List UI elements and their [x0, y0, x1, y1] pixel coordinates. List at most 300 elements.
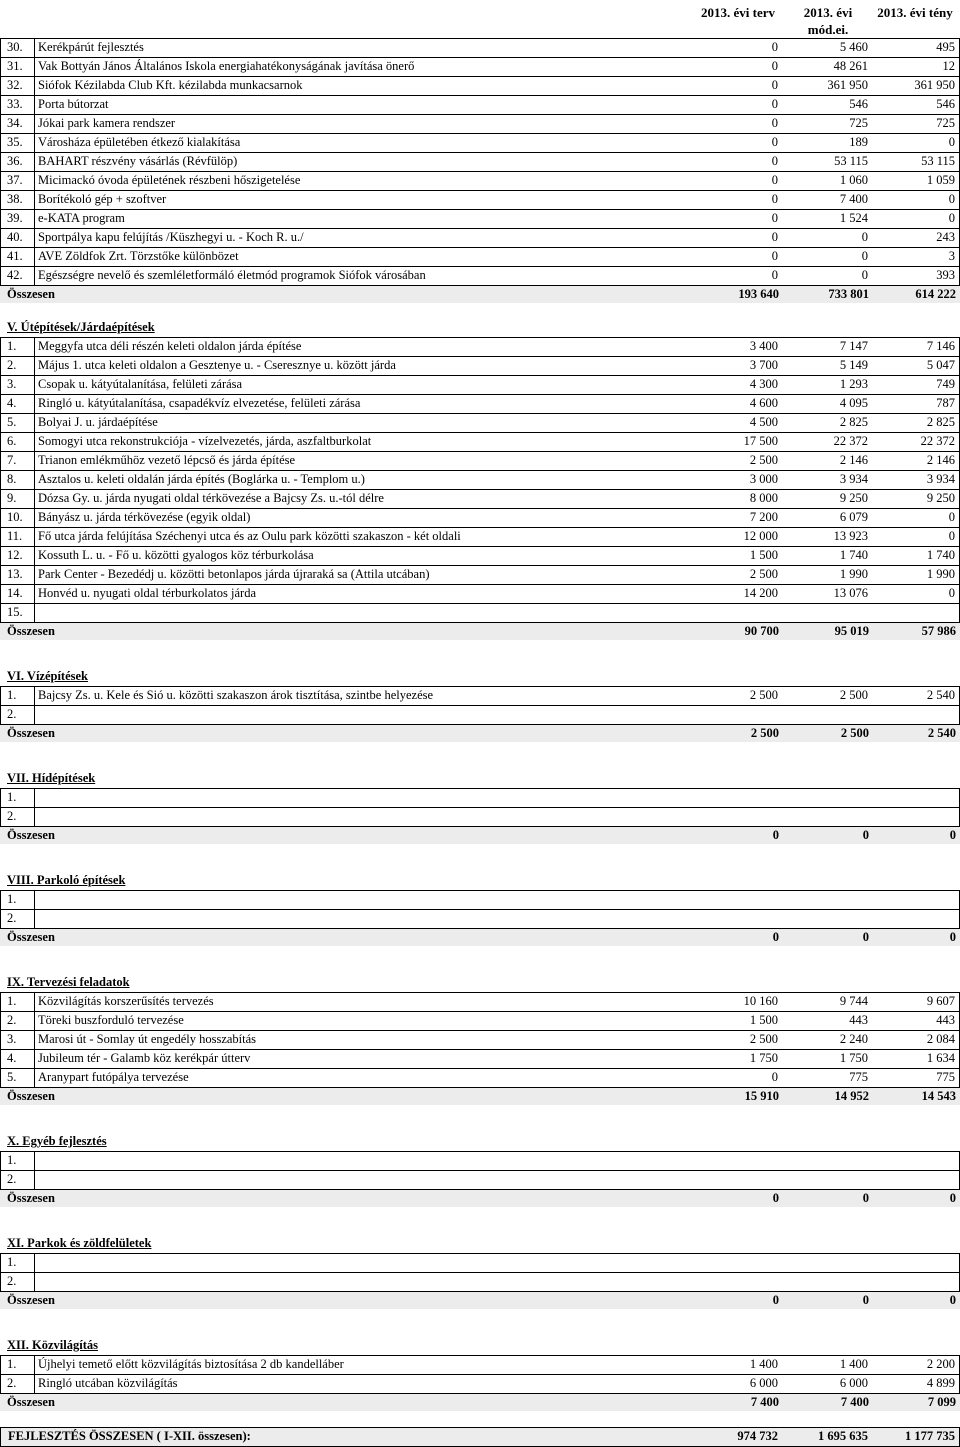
- value-plan: 4 600: [749, 396, 778, 410]
- value-modified: 13 923: [833, 529, 868, 543]
- table-row: [0, 566, 960, 585]
- row-label: Bolyai J. u. járdaépítése: [38, 415, 158, 429]
- value-modified: 2 146: [839, 453, 868, 467]
- table-row: [0, 471, 960, 490]
- row-label: Jókai park kamera rendszer: [38, 116, 176, 130]
- table-row: [0, 1375, 960, 1394]
- total-modified: 7 400: [840, 1395, 869, 1409]
- total-actual: 0: [949, 1191, 956, 1205]
- value-actual: 546: [936, 97, 955, 111]
- row-label: Somogyi utca rekonstrukciója - vízelvezetés, járda, aszfaltburkolat: [38, 434, 372, 448]
- row-number: 33.: [7, 97, 23, 111]
- section-spacer: [0, 742, 960, 770]
- value-plan: 17 500: [743, 434, 778, 448]
- table-row: [0, 248, 960, 267]
- total-label: Összesen: [7, 726, 55, 740]
- value-modified: 2 825: [839, 415, 868, 429]
- row-label: Micimackó óvoda épületének részbeni hőszigetelése: [38, 173, 301, 187]
- row-number: 31.: [7, 59, 23, 73]
- total-row: [0, 929, 960, 946]
- total-actual: 0: [949, 1293, 956, 1307]
- table-row: [0, 706, 960, 725]
- value-actual: 2 146: [926, 453, 955, 467]
- value-plan: 0: [771, 78, 778, 92]
- row-label: Jubileum tér - Galamb köz kerékpár útterv: [38, 1051, 251, 1065]
- total-label: Összesen: [7, 1191, 55, 1205]
- value-modified: 1 750: [839, 1051, 868, 1065]
- row-number: 10.: [7, 510, 23, 524]
- total-row: [0, 827, 960, 844]
- total-plan: 90 700: [744, 624, 779, 638]
- row-number: 2.: [7, 1172, 17, 1186]
- value-actual: 1 059: [926, 173, 955, 187]
- row-number: 6.: [7, 434, 17, 448]
- section-spacer: [0, 1207, 960, 1235]
- value-modified: 6 079: [839, 510, 868, 524]
- row-number: 32.: [7, 78, 23, 92]
- row-label: Siófok Kézilabda Club Kft. kézilabda munkacsarnok: [38, 78, 303, 92]
- value-modified: 546: [849, 97, 868, 111]
- value-modified: 48 261: [833, 59, 868, 73]
- row-label: BAHART részvény vásárlás (Révfülöp): [38, 154, 238, 168]
- table-row: [0, 134, 960, 153]
- section-title-text: IX. Tervezési feladatok: [7, 975, 130, 989]
- row-label: Ringló utcában közvilágítás: [38, 1376, 178, 1390]
- table-row: [0, 414, 960, 433]
- row-label: Vak Bottyán János Általános Iskola energiahatékonyságának javítása önerő: [38, 59, 415, 73]
- row-label: AVE Zöldfok Zrt. Törzstőke különbözet: [38, 249, 239, 263]
- value-plan: 0: [771, 154, 778, 168]
- section-title-text: VIII. Parkoló építések: [7, 873, 126, 887]
- total-actual: 14 543: [921, 1089, 956, 1103]
- value-actual: 0: [948, 529, 955, 543]
- table-row: [0, 808, 960, 827]
- row-label: Borítékoló gép + szoftver: [38, 192, 167, 206]
- row-number: 1.: [7, 892, 17, 906]
- section-title-text: VI. Vízépítések: [7, 669, 89, 683]
- value-actual: 2 200: [926, 1357, 955, 1371]
- row-number: 4.: [7, 1051, 17, 1065]
- total-label: Összesen: [7, 287, 55, 301]
- total-actual: 57 986: [921, 624, 956, 638]
- row-number: 1.: [7, 339, 17, 353]
- row-number: 41.: [7, 249, 23, 263]
- row-number: 2.: [7, 707, 17, 721]
- value-plan: 0: [771, 40, 778, 54]
- section-spacer: [0, 303, 960, 319]
- value-plan: 0: [771, 249, 778, 263]
- row-number: 35.: [7, 135, 23, 149]
- value-actual: 749: [936, 377, 955, 391]
- row-label: Asztalos u. keleti oldalán járda építés (Boglárka u. - Templom u.): [38, 472, 365, 486]
- value-plan: 12 000: [743, 529, 778, 543]
- value-actual: 0: [948, 192, 955, 206]
- table-row: [0, 96, 960, 115]
- row-number: 4.: [7, 396, 17, 410]
- row-number: 1.: [7, 688, 17, 702]
- total-label: Összesen: [7, 1395, 55, 1409]
- section-title-text: V. Útépítések/Járdaépítések: [7, 320, 155, 334]
- table-row: [0, 357, 960, 376]
- total-plan: 0: [772, 930, 779, 944]
- row-number: 2.: [7, 809, 17, 823]
- table-row: [0, 229, 960, 248]
- total-label: Összesen: [7, 930, 55, 944]
- value-actual: 7 146: [926, 339, 955, 353]
- grand-total-label: FEJLESZTÉS ÖSSZESEN ( I-XII. összesen):: [8, 1429, 251, 1443]
- value-modified: 1 400: [839, 1357, 868, 1371]
- table-row: [0, 1050, 960, 1069]
- row-number: 5.: [7, 415, 17, 429]
- value-modified: 5 460: [839, 40, 868, 54]
- col-header-plan: 2013. évi terv: [700, 5, 775, 20]
- row-number: 34.: [7, 116, 23, 130]
- value-modified: 775: [849, 1070, 868, 1084]
- value-actual: 12: [942, 59, 955, 73]
- table-row: [0, 452, 960, 471]
- table-row: [0, 433, 960, 452]
- total-modified: 0: [862, 1191, 869, 1205]
- total-row: [0, 286, 960, 303]
- column-headers: [0, 0, 960, 38]
- grand-total-modified: 1 695 635: [818, 1429, 868, 1443]
- value-actual: 0: [948, 510, 955, 524]
- value-actual: 9 607: [926, 994, 955, 1008]
- value-actual: 1 990: [926, 567, 955, 581]
- value-actual: 787: [936, 396, 955, 410]
- table-row: [0, 686, 960, 706]
- section-title-text: VII. Hídépítések: [7, 771, 96, 785]
- section-title: [0, 770, 960, 788]
- value-plan: 0: [771, 192, 778, 206]
- value-modified: 6 000: [839, 1376, 868, 1390]
- row-number: 2.: [7, 358, 17, 372]
- section-title-text: XII. Közvilágítás: [7, 1338, 98, 1352]
- value-plan: 1 400: [749, 1357, 778, 1371]
- value-modified: 0: [861, 268, 868, 282]
- row-number: 1.: [7, 1153, 17, 1167]
- row-number: 2.: [7, 1013, 17, 1027]
- row-number: 3.: [7, 377, 17, 391]
- table-row: [0, 1171, 960, 1190]
- value-modified: 7 400: [839, 192, 868, 206]
- value-modified: 1 740: [839, 548, 868, 562]
- grand-total-row: [0, 1427, 960, 1447]
- total-row: [0, 1394, 960, 1411]
- section-title: [0, 1235, 960, 1253]
- value-plan: 4 500: [749, 415, 778, 429]
- value-modified: 4 095: [839, 396, 868, 410]
- total-plan: 0: [772, 1293, 779, 1307]
- table-row: [0, 1253, 960, 1273]
- value-plan: 14 200: [743, 586, 778, 600]
- total-label: Összesen: [7, 624, 55, 638]
- table-row: [0, 509, 960, 528]
- section-spacer: [0, 640, 960, 668]
- col-header-modified: 2013. évi mód.ei.: [803, 5, 853, 37]
- value-actual: 1 740: [926, 548, 955, 562]
- value-modified: 361 950: [827, 78, 868, 92]
- row-label: Sportpálya kapu felújítás /Küszhegyi u. - Koch R. u./: [38, 230, 304, 244]
- value-actual: 243: [936, 230, 955, 244]
- row-number: 9.: [7, 491, 17, 505]
- value-modified: 9 744: [839, 994, 868, 1008]
- table-row: [0, 395, 960, 414]
- total-plan: 15 910: [744, 1089, 779, 1103]
- row-number: 1.: [7, 994, 17, 1008]
- value-modified: 5 149: [839, 358, 868, 372]
- table-row: [0, 490, 960, 509]
- value-modified: 2 240: [839, 1032, 868, 1046]
- total-row: [0, 725, 960, 742]
- grand-total-plan: 974 732: [737, 1429, 778, 1443]
- total-modified: 0: [862, 828, 869, 842]
- table-row: [0, 115, 960, 134]
- table-row: [0, 992, 960, 1012]
- row-label: Egészségre nevelő és szemléletformáló életmód programok Siófok városában: [38, 268, 426, 282]
- section-spacer: [0, 946, 960, 974]
- row-label: Ringló u. kátyútalanítása, csapadékvíz elvezetése, felületi zárása: [38, 396, 361, 410]
- table-row: [0, 191, 960, 210]
- row-label: Honvéd u. nyugati oldal térburkolatos járda: [38, 586, 256, 600]
- row-label: Töreki buszforduló tervezése: [38, 1013, 184, 1027]
- row-label: Városháza épületében étkező kialakítása: [38, 135, 241, 149]
- total-actual: 2 540: [927, 726, 956, 740]
- value-plan: 1 750: [749, 1051, 778, 1065]
- total-row: [0, 623, 960, 640]
- value-plan: 0: [771, 59, 778, 73]
- value-actual: 0: [948, 586, 955, 600]
- row-number: 1.: [7, 1357, 17, 1371]
- table-row: [0, 376, 960, 395]
- row-label: e-KATA program: [38, 211, 125, 225]
- total-plan: 7 400: [750, 1395, 779, 1409]
- section-title: [0, 1337, 960, 1355]
- table-row: [0, 337, 960, 357]
- row-label: Újhelyi temető előtt közvilágítás biztosítása 2 db kandelláber: [38, 1357, 344, 1371]
- row-number: 7.: [7, 453, 17, 467]
- value-actual: 2 540: [926, 688, 955, 702]
- table-row: [0, 153, 960, 172]
- value-actual: 775: [936, 1070, 955, 1084]
- value-modified: 1 060: [839, 173, 868, 187]
- value-actual: 2 825: [926, 415, 955, 429]
- section-title: [0, 974, 960, 992]
- value-actual: 0: [948, 135, 955, 149]
- value-actual: 9 250: [926, 491, 955, 505]
- value-actual: 1 634: [926, 1051, 955, 1065]
- value-actual: 5 047: [926, 358, 955, 372]
- value-modified: 189: [849, 135, 868, 149]
- total-row: [0, 1190, 960, 1207]
- value-plan: 0: [771, 116, 778, 130]
- section-spacer: [0, 1105, 960, 1133]
- value-modified: 22 372: [833, 434, 868, 448]
- row-number: 40.: [7, 230, 23, 244]
- section-title: [0, 668, 960, 686]
- value-actual: 22 372: [920, 434, 955, 448]
- value-actual: 3 934: [926, 472, 955, 486]
- row-number: 5.: [7, 1070, 17, 1084]
- value-modified: 725: [849, 116, 868, 130]
- row-number: 2.: [7, 1274, 17, 1288]
- value-modified: 2 500: [839, 688, 868, 702]
- value-plan: 0: [771, 211, 778, 225]
- row-label: Porta bútorzat: [38, 97, 109, 111]
- row-number: 36.: [7, 154, 23, 168]
- table-row: [0, 1069, 960, 1088]
- value-plan: 10 160: [743, 994, 778, 1008]
- value-actual: 495: [936, 40, 955, 54]
- value-actual: 393: [936, 268, 955, 282]
- total-modified: 733 801: [828, 287, 869, 301]
- row-number: 38.: [7, 192, 23, 206]
- total-modified: 95 019: [834, 624, 869, 638]
- table-row: [0, 1151, 960, 1171]
- row-label: Csopak u. kátyútalanítása, felületi zárása: [38, 377, 243, 391]
- value-actual: 3: [948, 249, 955, 263]
- total-modified: 0: [862, 930, 869, 944]
- row-label: Park Center - Bezedédj u. közötti betonlapos járda újraraká sa (Attila utcában): [38, 567, 430, 581]
- value-actual: 53 115: [921, 154, 955, 168]
- row-label: Közvilágítás korszerűsítés tervezés: [38, 994, 214, 1008]
- row-label: Meggyfa utca déli részén keleti oldalon járda építése: [38, 339, 302, 353]
- total-plan: 0: [772, 828, 779, 842]
- value-modified: 443: [849, 1013, 868, 1027]
- value-modified: 9 250: [839, 491, 868, 505]
- value-modified: 1 524: [839, 211, 868, 225]
- table-row: [0, 77, 960, 96]
- total-modified: 0: [862, 1293, 869, 1307]
- total-plan: 2 500: [750, 726, 779, 740]
- row-label: Kossuth L. u. - Fő u. közötti gyalogos köz térburkolása: [38, 548, 314, 562]
- value-plan: 8 000: [749, 491, 778, 505]
- value-plan: 1 500: [749, 548, 778, 562]
- value-plan: 2 500: [749, 453, 778, 467]
- table-row: [0, 58, 960, 77]
- value-plan: 2 500: [749, 567, 778, 581]
- value-plan: 0: [771, 230, 778, 244]
- total-actual: 0: [949, 930, 956, 944]
- value-modified: 1 293: [839, 377, 868, 391]
- value-modified: 13 076: [833, 586, 868, 600]
- table-row: [0, 38, 960, 58]
- total-row: [0, 1088, 960, 1105]
- row-label: Fő utca járda felújítása Széchenyi utca és az Oulu park közötti szakaszon - két oldali: [38, 529, 461, 543]
- row-number: 39.: [7, 211, 23, 225]
- value-plan: 0: [771, 1070, 778, 1084]
- row-number: 1.: [7, 1255, 17, 1269]
- row-number: 13.: [7, 567, 23, 581]
- table-row: [0, 172, 960, 191]
- row-number: 1.: [7, 790, 17, 804]
- table-row: [0, 604, 960, 623]
- value-plan: 6 000: [749, 1376, 778, 1390]
- value-plan: 4 300: [749, 377, 778, 391]
- row-number: 37.: [7, 173, 23, 187]
- section-spacer: [0, 1309, 960, 1337]
- total-label: Összesen: [7, 1293, 55, 1307]
- value-modified: 3 934: [839, 472, 868, 486]
- value-plan: 0: [771, 268, 778, 282]
- value-modified: 0: [861, 249, 868, 263]
- row-number: 42.: [7, 268, 23, 282]
- total-label: Összesen: [7, 1089, 55, 1103]
- row-label: Bajcsy Zs. u. Kele és Sió u. közötti szakaszon árok tisztítása, szintbe helyezése: [38, 688, 434, 702]
- row-number: 11.: [7, 529, 23, 543]
- table-row: [0, 585, 960, 604]
- table-row: [0, 910, 960, 929]
- row-label: Aranypart futópálya tervezése: [38, 1070, 189, 1084]
- section-title: [0, 319, 960, 337]
- value-actual: 443: [936, 1013, 955, 1027]
- total-plan: 193 640: [738, 287, 779, 301]
- value-modified: 1 990: [839, 567, 868, 581]
- total-modified: 2 500: [840, 726, 869, 740]
- total-actual: 614 222: [915, 287, 956, 301]
- value-actual: 361 950: [914, 78, 955, 92]
- table-row: [0, 890, 960, 910]
- table-row: [0, 788, 960, 808]
- total-label: Összesen: [7, 828, 55, 842]
- total-plan: 0: [772, 1191, 779, 1205]
- table-row: [0, 1355, 960, 1375]
- value-actual: 4 899: [926, 1376, 955, 1390]
- section-spacer: [0, 1411, 960, 1427]
- total-actual: 0: [949, 828, 956, 842]
- row-number: 2.: [7, 1376, 17, 1390]
- row-number: 8.: [7, 472, 17, 486]
- row-number: 2.: [7, 911, 17, 925]
- value-plan: 2 500: [749, 688, 778, 702]
- row-number: 12.: [7, 548, 23, 562]
- table-row: [0, 528, 960, 547]
- table-row: [0, 547, 960, 566]
- table-row: [0, 267, 960, 286]
- value-plan: 0: [771, 97, 778, 111]
- value-modified: 53 115: [834, 154, 868, 168]
- value-plan: 7 200: [749, 510, 778, 524]
- total-modified: 14 952: [834, 1089, 869, 1103]
- value-plan: 3 700: [749, 358, 778, 372]
- row-label: Bányász u. járda térkövezése (egyik oldal): [38, 510, 251, 524]
- value-actual: 0: [948, 211, 955, 225]
- row-number: 3.: [7, 1032, 17, 1046]
- row-number: 15.: [7, 605, 23, 619]
- row-label: Marosi út - Somlay út engedély hosszabítás: [38, 1032, 257, 1046]
- section-spacer: [0, 844, 960, 872]
- value-plan: 0: [771, 173, 778, 187]
- table-row: [0, 1012, 960, 1031]
- value-modified: 0: [861, 230, 868, 244]
- grand-total-actual: 1 177 735: [905, 1429, 955, 1443]
- row-label: Trianon emlékműhöz vezető lépcső és járda építése: [38, 453, 296, 467]
- section-title-text: X. Egyéb fejlesztés: [7, 1134, 107, 1148]
- col-header-actual: 2013. évi tény: [877, 5, 953, 20]
- row-label: Kerékpárút fejlesztés: [38, 40, 144, 54]
- row-label: Május 1. utca keleti oldalon a Gesztenye u. - Cseresznye u. között járda: [38, 358, 396, 372]
- row-number: 30.: [7, 40, 23, 54]
- section-title: [0, 1133, 960, 1151]
- value-actual: 2 084: [926, 1032, 955, 1046]
- value-actual: 725: [936, 116, 955, 130]
- section-title-text: XI. Parkok és zöldfelületek: [7, 1236, 152, 1250]
- value-plan: 3 400: [749, 339, 778, 353]
- total-row: [0, 1292, 960, 1309]
- value-plan: 3 000: [749, 472, 778, 486]
- value-modified: 7 147: [839, 339, 868, 353]
- table-row: [0, 1031, 960, 1050]
